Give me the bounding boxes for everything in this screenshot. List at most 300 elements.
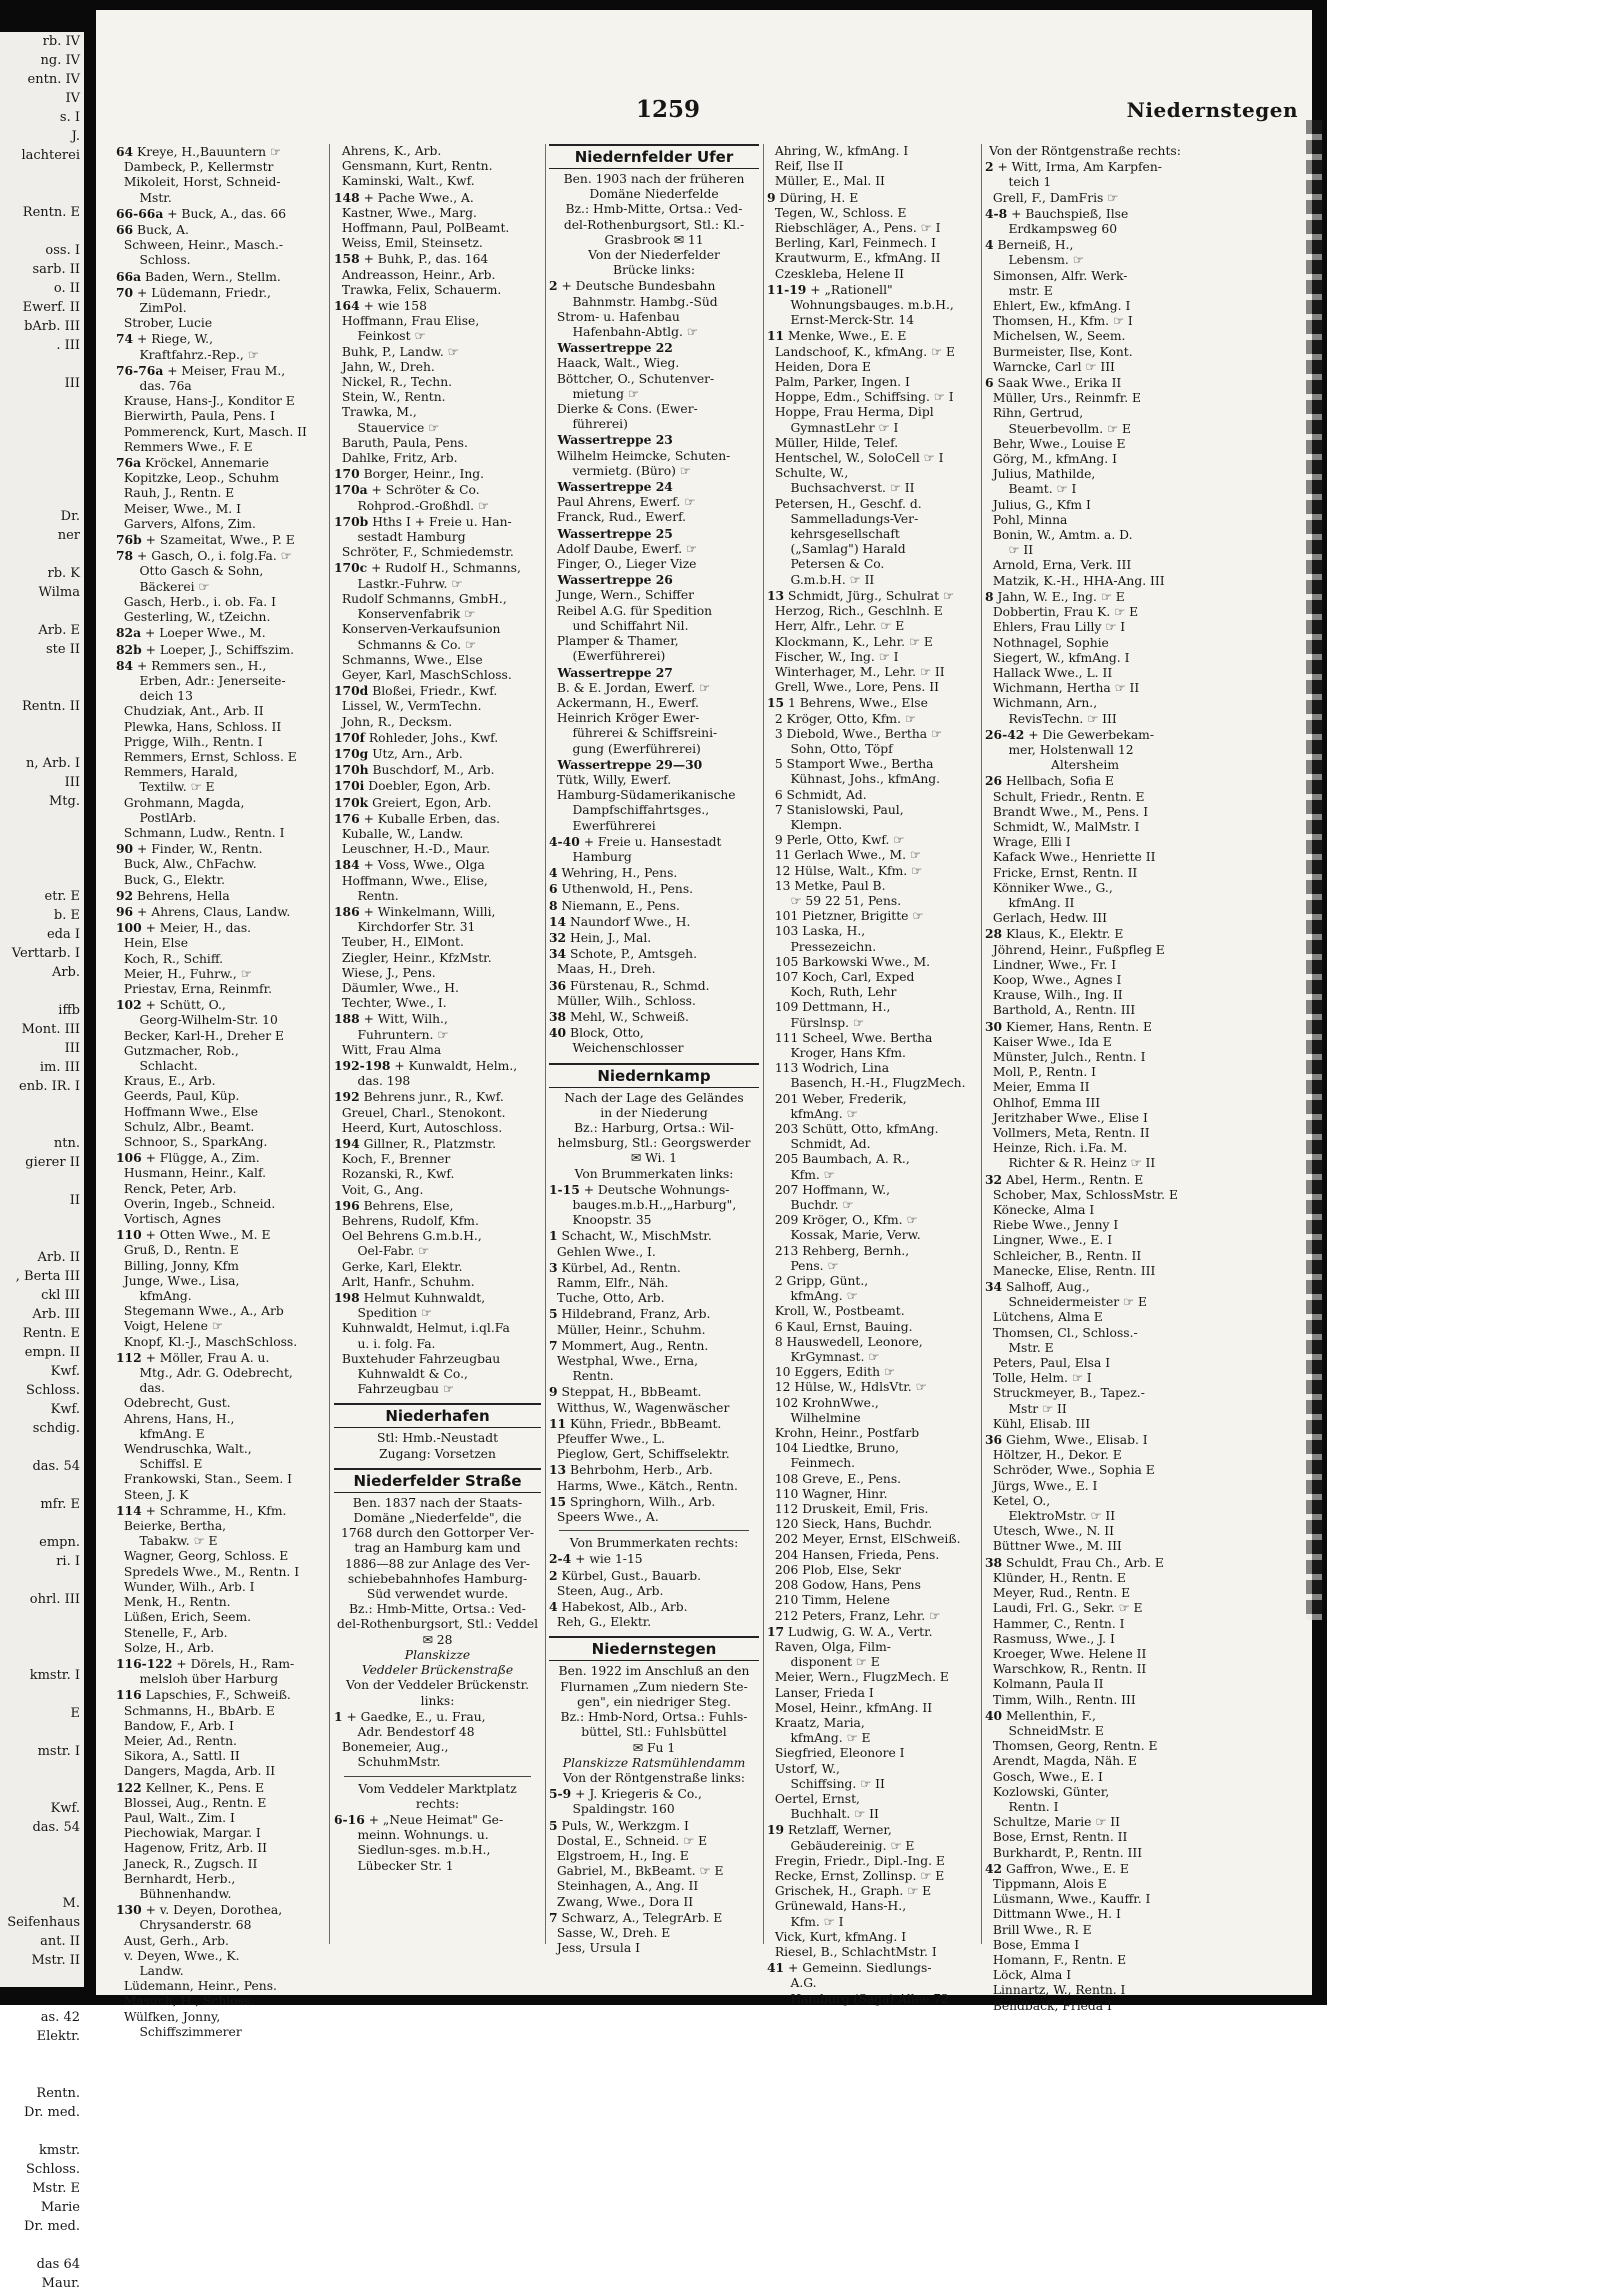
prev-page-fragment: Verttarb. I xyxy=(11,946,80,961)
entry-text: Koch, R., Schiff. xyxy=(116,951,224,966)
entry-text: Kaminski, Walt., Kwf. xyxy=(334,174,475,189)
resident-entry xyxy=(116,1274,326,1289)
resident-entry xyxy=(549,495,759,510)
resident-entry xyxy=(767,557,977,572)
resident-entry xyxy=(549,914,759,930)
entry-text: führerei & Schiffsreini- xyxy=(549,726,718,741)
entry-text: Kürbel, Ad., Rentn. xyxy=(557,1260,681,1275)
resident-entry xyxy=(549,417,759,432)
entry-text: Siegert, W., kfmAng. I xyxy=(985,650,1130,665)
street-note: 1768 durch den Gottorper Ver- xyxy=(341,1526,534,1541)
entry-text: Gesterling, W., tZeichn. xyxy=(116,610,271,625)
entry-text: Schmann, Ludw., Rentn. I xyxy=(116,825,285,840)
street-note: Von Brummerkaten rechts: xyxy=(569,1536,739,1551)
resident-entry xyxy=(549,356,759,371)
prev-page-fragment xyxy=(0,184,84,203)
entry-text: + Pache Wwe., A. xyxy=(359,190,474,205)
resident-entry xyxy=(549,1401,759,1416)
entry-text: Julius, Mathilde, xyxy=(985,467,1096,482)
house-number: 6 xyxy=(549,881,558,897)
resident-entry xyxy=(334,668,541,683)
resident-entry xyxy=(985,1877,1185,1892)
entry-text: Kraus, E., Arb. xyxy=(116,1074,216,1089)
entry-text: Haack, Walt., Wieg. xyxy=(549,356,680,371)
resident-entry xyxy=(116,1105,326,1120)
entry-text: Tuche, Otto, Arb. xyxy=(549,1291,665,1306)
resident-entry xyxy=(334,1136,541,1152)
house-number: 186 xyxy=(334,903,360,919)
entry-text: A.G. xyxy=(767,1976,817,1991)
entry-text: 5 Stamport Wwe., Bertha xyxy=(767,757,934,772)
resident-entry xyxy=(985,1983,1185,1998)
entry-text: Beierke, Bertha, xyxy=(116,1519,227,1534)
entry-text: Wichmann, Arn., xyxy=(985,696,1098,711)
prev-page-fragment xyxy=(0,849,84,868)
entry-text: Gutzmacher, Rob., xyxy=(116,1043,239,1058)
entry-text: Giehm, Wwe., Elisab. I xyxy=(1002,1433,1148,1448)
prev-page-fragment: Wilma xyxy=(38,585,80,600)
resident-entry xyxy=(334,360,541,375)
resident-entry xyxy=(985,269,1185,284)
entry-text: Schnoor, S., SparkAng. xyxy=(116,1135,268,1149)
entry-text: Sikora, A., Sattl. II xyxy=(116,1749,240,1764)
entry-text: Gruß, D., Rentn. E xyxy=(116,1243,239,1258)
entry-text: Schult, Friedr., Rentn. E xyxy=(985,789,1145,804)
entry-text: Bandow, F., Arb. I xyxy=(116,1718,234,1733)
entry-text: Julius, G., Kfm I xyxy=(985,497,1091,512)
entry-text: Lüsmann, Wwe., Kauffr. I xyxy=(985,1892,1151,1907)
entry-text: Hein, Else xyxy=(116,936,188,951)
entry-text: kfmAng. xyxy=(116,1289,192,1304)
resident-entry xyxy=(985,498,1185,513)
street-heading: Niedernstegen xyxy=(549,1636,759,1661)
entry-text: Billing, Jonny, Kfm xyxy=(116,1258,239,1273)
entry-text: Geerds, Paul, Küp. xyxy=(116,1089,240,1104)
entry-text: Saak Wwe., Erika II xyxy=(993,376,1122,391)
entry-text: Lastkr.-Fuhrw. ☞ xyxy=(334,576,463,591)
resident-entry xyxy=(767,970,977,985)
resident-entry xyxy=(116,191,326,206)
entry-text: Mstr. E xyxy=(985,1340,1054,1355)
entry-text: 213 Rehberg, Bernh., xyxy=(767,1243,910,1258)
entry-text: 2 Kröger, Otto, Kfm. ☞ xyxy=(767,711,916,726)
entry-text: Ahring, W., kfmAng. I xyxy=(767,144,909,158)
entry-text: Remmers Wwe., F. E xyxy=(116,439,253,454)
prev-page-fragment: Ewerf. II xyxy=(22,300,80,315)
resident-entry xyxy=(767,1992,977,2007)
house-number: 34 xyxy=(985,1279,1003,1295)
resident-entry xyxy=(767,1578,977,1593)
entry-text: Gabriel, M., BkBeamt. ☞ E xyxy=(549,1864,724,1879)
prev-page-fragment xyxy=(0,393,84,412)
prev-page-fragment xyxy=(0,2065,84,2084)
house-number: 30 xyxy=(985,1018,1003,1034)
resident-entry xyxy=(985,543,1185,558)
resident-entry xyxy=(116,1979,326,1994)
resident-entry xyxy=(334,560,541,576)
entry-text: RevisTechn. ☞ III xyxy=(985,711,1117,726)
entry-text: Mtg., Adr. G. Odebrecht, xyxy=(116,1366,293,1381)
street-note: Bz.: Hmb-Nord, Ortsa.: Fuhls- xyxy=(560,1710,748,1725)
entry-text: Ernst-Merck-Str. 14 xyxy=(767,313,915,328)
entry-text: Krause, Wilh., Ing. II xyxy=(985,988,1123,1003)
house-number: 192 xyxy=(334,1089,360,1105)
resident-entry xyxy=(767,1563,977,1578)
house-number: 70 xyxy=(116,284,134,300)
entry-text: 9 Perle, Otto, Kwf. ☞ xyxy=(767,833,905,848)
prev-page-fragment xyxy=(0,450,84,469)
resident-entry xyxy=(334,811,541,827)
house-number: 66-66a xyxy=(116,205,164,221)
entry-text: Schmidt, W., MalMstr. I xyxy=(985,819,1140,834)
resident-entry xyxy=(549,962,759,977)
resident-entry xyxy=(549,1615,759,1630)
resident-entry xyxy=(116,1872,326,1887)
entry-text: Wichmann, Hertha ☞ II xyxy=(985,681,1140,696)
resident-entry xyxy=(334,1755,541,1770)
entry-text: Spredels Wwe., M., Rentn. I xyxy=(116,1564,300,1579)
prev-page-fragment: rb. K xyxy=(47,566,80,581)
prev-page-fragment xyxy=(0,2046,84,2065)
resident-entry xyxy=(985,1188,1185,1203)
prev-page-fragment xyxy=(0,868,84,887)
resident-entry xyxy=(985,1264,1185,1279)
running-head: Niedernstegen xyxy=(1126,98,1298,122)
house-number: 100 xyxy=(116,920,142,936)
entry-text: Naundorf Wwe., H. xyxy=(566,914,691,929)
entry-text: Gehlen Wwe., I. xyxy=(549,1244,656,1259)
street-note: in der Niederung xyxy=(600,1105,708,1120)
entry-text: PostlArb. xyxy=(116,810,197,825)
prev-page-fragment: Dr. med. xyxy=(24,2219,80,2234)
entry-text: Niemann, E., Pens. xyxy=(557,898,680,913)
entry-text: Löck, Alma I xyxy=(985,1968,1072,1983)
street-note: del-Rothenburgsort, Stl.: Veddel xyxy=(336,1617,539,1632)
prev-page-fragment xyxy=(0,1609,84,1628)
entry-text: + Ahrens, Claus, Landw. xyxy=(133,904,291,919)
prev-page-fragment: gierer II xyxy=(25,1155,80,1170)
entry-text: Wohnungsbauges. m.b.H., xyxy=(767,298,954,313)
resident-entry xyxy=(549,325,759,340)
resident-entry xyxy=(334,827,541,842)
resident-entry xyxy=(985,1999,1185,2014)
prev-page-fragment: s. I xyxy=(59,110,80,125)
resident-entry xyxy=(767,1061,977,1076)
entry-text: Bäckerei ☞ xyxy=(116,579,210,594)
entry-text: Fürslnsp. ☞ xyxy=(767,1015,864,1030)
entry-text: B. & E. Jordan, Ewerf. ☞ xyxy=(549,680,711,695)
entry-text: Maas, H., Dreh. xyxy=(549,962,656,977)
street-note: Ben. 1903 nach der früheren xyxy=(563,172,745,186)
resident-entry xyxy=(985,1126,1185,1141)
entry-text: Schloss. xyxy=(116,253,191,268)
entry-text: Grell, Wwe., Lore, Pens. II xyxy=(767,680,939,695)
resident-entry xyxy=(767,1396,977,1411)
entry-text: Czeskleba, Helene II xyxy=(767,266,905,281)
resident-entry xyxy=(767,298,977,313)
entry-text: Buxtehuder Fahrzeugbau xyxy=(334,1351,501,1366)
resident-entry xyxy=(767,1137,977,1152)
house-number: 170a xyxy=(334,482,368,498)
resident-entry xyxy=(985,681,1185,696)
prev-page-fragment xyxy=(0,412,84,431)
prev-page-fragment: Kwf. xyxy=(50,1801,80,1816)
resident-entry xyxy=(334,1244,541,1259)
resident-entry xyxy=(334,730,541,746)
resident-entry xyxy=(985,958,1185,973)
resident-entry xyxy=(767,1152,977,1167)
resident-entry xyxy=(334,499,541,514)
house-number: 4-8 xyxy=(985,205,1008,221)
street-note: Brücke links: xyxy=(612,263,696,278)
entry-text: + Witt, Irma, Am Karpfen- xyxy=(993,160,1162,175)
resident-entry xyxy=(549,1306,759,1322)
resident-entry xyxy=(116,1549,326,1564)
resident-entry xyxy=(116,1442,326,1457)
entry-text: John, R., Decksm. xyxy=(334,714,453,729)
entry-text: Klockmann, K., Lehr. ☞ E xyxy=(767,634,933,649)
entry-text: Wülfken, Jonny, xyxy=(116,2009,221,2024)
entry-text: Tegen, W., Schloss. E xyxy=(767,205,907,220)
resident-entry xyxy=(767,1854,977,1869)
resident-entry xyxy=(985,1096,1185,1111)
entry-text: Junge, Wern., Schiffer xyxy=(549,588,695,603)
resident-entry xyxy=(334,1260,541,1275)
entry-text: Mellenthin, F., xyxy=(1002,1708,1096,1723)
house-number: 34 xyxy=(549,946,567,962)
resident-entry xyxy=(116,1182,326,1197)
street-note: gen", ein niedriger Steg. xyxy=(577,1694,731,1709)
house-number: 164 xyxy=(334,298,360,314)
resident-entry xyxy=(549,634,759,649)
directory-column-3 xyxy=(549,144,759,1984)
resident-entry xyxy=(549,588,759,603)
entry-text: kfmAng. E xyxy=(116,1426,205,1441)
resident-entry xyxy=(116,720,326,735)
entry-text: 3 Diebold, Wwe., Bertha ☞ xyxy=(767,726,943,741)
resident-entry xyxy=(767,512,977,527)
entry-text: Kraatz, Maria, xyxy=(767,1715,865,1730)
resident-entry xyxy=(334,1337,541,1352)
entry-text: + Dörels, H., Ram- xyxy=(172,1656,295,1671)
prev-page-fragment: bArb. III xyxy=(24,319,80,334)
resident-entry xyxy=(767,328,977,344)
entry-text: kfmAng. II xyxy=(985,895,1075,910)
entry-text: Kürbel, Gust., Bauarb. xyxy=(557,1568,702,1583)
entry-text: Wassertreppe 29—30 xyxy=(549,756,703,772)
prev-page-fragment: lachterei xyxy=(21,148,80,163)
entry-text: bauges.m.b.H.,„Harburg", xyxy=(549,1198,737,1212)
resident-entry xyxy=(767,313,977,328)
section-rule xyxy=(344,1776,531,1777)
resident-entry xyxy=(334,314,541,329)
resident-entry xyxy=(549,1213,759,1228)
resident-entry xyxy=(767,848,977,863)
column-divider xyxy=(981,144,982,1944)
resident-entry xyxy=(549,930,759,946)
resident-entry xyxy=(767,818,977,833)
street-note: schiebebahnhofes Hamburg- xyxy=(347,1571,528,1586)
entry-text: Jahn, W., Dreh. xyxy=(334,359,435,374)
resident-entry xyxy=(549,1599,759,1615)
plan-note: Planskizze Ratsmühlendamm xyxy=(562,1755,746,1770)
house-number: 4 xyxy=(549,1599,558,1615)
resident-entry xyxy=(985,1923,1185,1938)
house-number: 13 xyxy=(549,1462,567,1478)
resident-entry xyxy=(985,1417,1185,1432)
entry-text: Kuhnwaldt & Co., xyxy=(334,1367,468,1382)
resident-entry xyxy=(985,1662,1185,1677)
entry-text: Ramm, Elfr., Näh. xyxy=(549,1276,669,1291)
resident-entry xyxy=(767,190,977,206)
resident-entry xyxy=(116,1396,326,1411)
entry-text: Ahrens, K., Arb. xyxy=(334,144,442,158)
entry-text: Schuldt, Frau Ch., Arb. E xyxy=(1002,1555,1164,1570)
resident-entry xyxy=(985,422,1185,437)
resident-entry xyxy=(767,1289,977,1304)
entry-text: Gaffron, Wwe., E. E xyxy=(1002,1861,1129,1876)
house-number: 5-9 xyxy=(549,1786,572,1802)
prev-page-fragment: III xyxy=(64,775,80,790)
resident-entry xyxy=(116,486,326,501)
resident-entry xyxy=(767,1183,977,1198)
entry-text: Blossei, Aug., Rentn. E xyxy=(116,1795,267,1810)
resident-entry xyxy=(767,588,977,604)
prev-page-fragment xyxy=(0,678,84,697)
resident-entry xyxy=(116,471,326,486)
resident-entry xyxy=(767,1609,977,1624)
entry-text: Ziegler, Heinr., KfzMstr. xyxy=(334,950,492,965)
resident-entry xyxy=(767,1822,977,1838)
entry-text: Rauh, J., Rentn. E xyxy=(116,486,235,501)
resident-entry xyxy=(116,780,326,795)
resident-entry xyxy=(767,1456,977,1471)
resident-entry xyxy=(985,1770,1185,1785)
entry-text: Priestav, Erna, Reinmfr. xyxy=(116,981,273,996)
resident-entry xyxy=(116,750,326,765)
entry-text: 120 Sieck, Hans, Buchdr. xyxy=(767,1517,933,1532)
resident-entry xyxy=(549,604,759,619)
prev-page-fragment xyxy=(0,811,84,830)
resident-entry xyxy=(767,864,977,879)
entry-text: Kiemer, Hans, Rentn. E xyxy=(1002,1019,1152,1034)
entry-text: („Samlag") Harald xyxy=(767,542,906,557)
resident-entry xyxy=(767,1655,977,1670)
entry-text: Michelsen, W., Seem. xyxy=(985,329,1126,344)
resident-entry xyxy=(767,206,977,221)
resident-entry xyxy=(549,557,759,572)
entry-text: Warschkow, R., Rentn. II xyxy=(985,1662,1147,1677)
prev-page-fragment xyxy=(0,1647,84,1666)
resident-entry xyxy=(549,1228,759,1244)
entry-text: Helmut Kuhnwaldt, xyxy=(359,1291,486,1306)
resident-entry xyxy=(549,1941,759,1956)
resident-entry xyxy=(334,996,541,1011)
entry-text: Trawka, Felix, Schauerm. xyxy=(334,282,502,297)
resident-entry xyxy=(985,1295,1185,1310)
resident-entry xyxy=(985,1111,1185,1126)
street-note: links: xyxy=(420,1693,455,1708)
resident-entry xyxy=(767,894,977,909)
entry-text: Rentn. I xyxy=(985,1799,1059,1814)
entry-text: Tolle, Helm. ☞ I xyxy=(985,1371,1092,1386)
prev-page-fragment: entn. IV xyxy=(27,72,80,87)
entry-text: Overin, Ingeb., Schneid. xyxy=(116,1196,276,1211)
entry-text: 203 Schütt, Otto, kfmAng. xyxy=(767,1122,939,1136)
entry-text: Springhorn, Wilh., Arb. xyxy=(566,1494,716,1509)
resident-entry xyxy=(549,387,759,402)
entry-text: Gensmann, Kurt, Rentn. xyxy=(334,159,493,174)
entry-text: Bose, Emma I xyxy=(985,1937,1080,1952)
resident-entry xyxy=(767,1016,977,1031)
house-number: 11 xyxy=(767,328,785,344)
entry-text: Hammer, C., Rentn. I xyxy=(985,1616,1125,1631)
prev-page-fragment xyxy=(0,1115,84,1134)
street-note: Süd verwendet wurde. xyxy=(366,1587,509,1602)
street-note: del-Rothenburgsort, Stl.: Kl.- xyxy=(563,217,745,232)
resident-entry xyxy=(549,788,759,803)
entry-text: + Loeper Wwe., M. xyxy=(141,626,266,641)
entry-text: Hoffmann, Frau Elise, xyxy=(334,314,480,329)
entry-text: Uthenwold, H., Pens. xyxy=(557,882,694,897)
resident-entry xyxy=(767,1168,977,1183)
house-number: 42 xyxy=(985,1860,1003,1876)
entry-text: Andreasson, Heinr., Arb. xyxy=(334,267,496,282)
resident-entry xyxy=(116,1857,326,1872)
entry-text: Wilhelm Heimcke, Schuten- xyxy=(549,448,731,463)
resident-entry xyxy=(334,298,541,314)
resident-entry xyxy=(116,394,326,409)
resident-entry xyxy=(334,1028,541,1043)
entry-text: Düring, H. E xyxy=(775,190,859,205)
entry-text: Bierwirth, Paula, Pens. I xyxy=(116,409,275,424)
entry-text: mstr. E xyxy=(985,283,1053,298)
resident-entry xyxy=(116,1656,326,1672)
resident-entry xyxy=(549,340,759,356)
entry-text: Steinhagen, A., Ang. II xyxy=(549,1879,699,1894)
entry-text: 212 Peters, Franz, Lehr. ☞ xyxy=(767,1608,941,1623)
resident-entry xyxy=(116,1749,326,1764)
entry-text: Kossak, Marie, Verw. xyxy=(767,1228,921,1243)
resident-entry xyxy=(985,973,1185,988)
entry-text: Buck, Alw., ChFachw. xyxy=(116,857,257,872)
entry-text: Hentschel, W., SoloCell ☞ I xyxy=(767,451,944,466)
resident-entry xyxy=(767,1532,977,1547)
resident-entry xyxy=(767,1274,977,1289)
prev-page-fragment xyxy=(0,1856,84,1875)
entry-text: Recke, Ernst, Zollinsp. ☞ E xyxy=(767,1868,945,1883)
prev-page-fragment: kmstr. xyxy=(38,2143,80,2158)
resident-entry xyxy=(767,1930,977,1945)
entry-text: Odebrecht, Gust. xyxy=(116,1396,231,1411)
prev-page-fragment: Schloss. xyxy=(25,2162,80,2177)
resident-entry xyxy=(985,1647,1185,1662)
prev-page-fragment xyxy=(0,716,84,735)
prev-page-fragment: Mstr. E xyxy=(32,2181,80,2196)
resident-entry xyxy=(116,1366,326,1381)
resident-entry xyxy=(985,1249,1185,1264)
resident-entry xyxy=(116,1427,326,1442)
entry-text: Rasmuss, Wwe., J. I xyxy=(985,1631,1115,1646)
entry-text: Salhoff, Aug., xyxy=(1002,1280,1090,1295)
entry-text: Steppat, H., BbBeamt. xyxy=(557,1385,702,1400)
resident-entry xyxy=(767,788,977,803)
resident-entry xyxy=(767,421,977,436)
resident-entry xyxy=(334,966,541,981)
prev-page-fragment: Rentn. E xyxy=(22,1326,80,1341)
prev-page-fragment: III xyxy=(64,376,80,391)
resident-entry xyxy=(767,1701,977,1716)
